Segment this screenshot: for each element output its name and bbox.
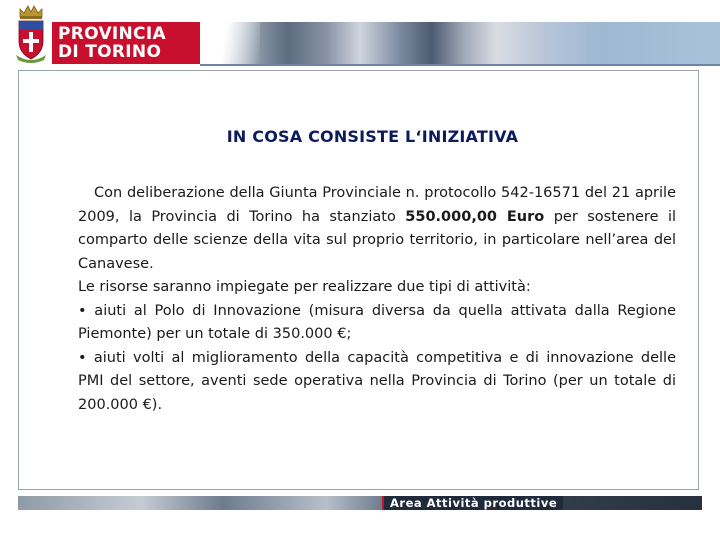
paragraph-1-text: Con deliberazione della Giunta Provinciale n. protocollo 542-16571 del 21 aprile 2009, la Provincia di Torino ha stanziato [78, 185, 676, 225]
brand-line-2: DI TORINO [58, 42, 162, 62]
bullet-item-1: • aiuti al Polo di Innovazione (misura diversa da quella attivata dalla Regione Piemonte) per un totale di 350.000 €; [78, 302, 676, 342]
bullet-item-2: • aiuti volti al miglioramento della capacità competitiva e di innovazione delle PMI del settore, aventi sede operativa nella Provincia di Torino (per un totale di 200.000 €). [78, 349, 676, 413]
logo-block [0, 0, 200, 68]
header-divider [200, 64, 720, 66]
paragraph-2: Le risorse saranno impiegate per realizzare due tipi di attività: [78, 279, 531, 295]
header-blue-band [600, 22, 720, 64]
brand-line-1: PROVINCIA [58, 24, 166, 44]
paragraph-1-text-end: per sostenere il comparto delle scienze della vita sul proprio territorio, in particolare nell’area del Canavese. [78, 208, 677, 272]
brand-logo [52, 22, 202, 64]
header-banner [0, 0, 720, 68]
header-photo-strip [200, 22, 600, 64]
paragraph-1 [78, 182, 676, 276]
footer-label: Area Attività produttive [382, 496, 563, 510]
funding-amount: 550.000,00 Euro [405, 208, 545, 225]
slide-body [78, 182, 676, 417]
coat-of-arms-icon [14, 3, 48, 65]
footer-bar [18, 496, 702, 510]
slide-title: IN COSA CONSISTE L‘INIZIATIVA [226, 127, 519, 146]
